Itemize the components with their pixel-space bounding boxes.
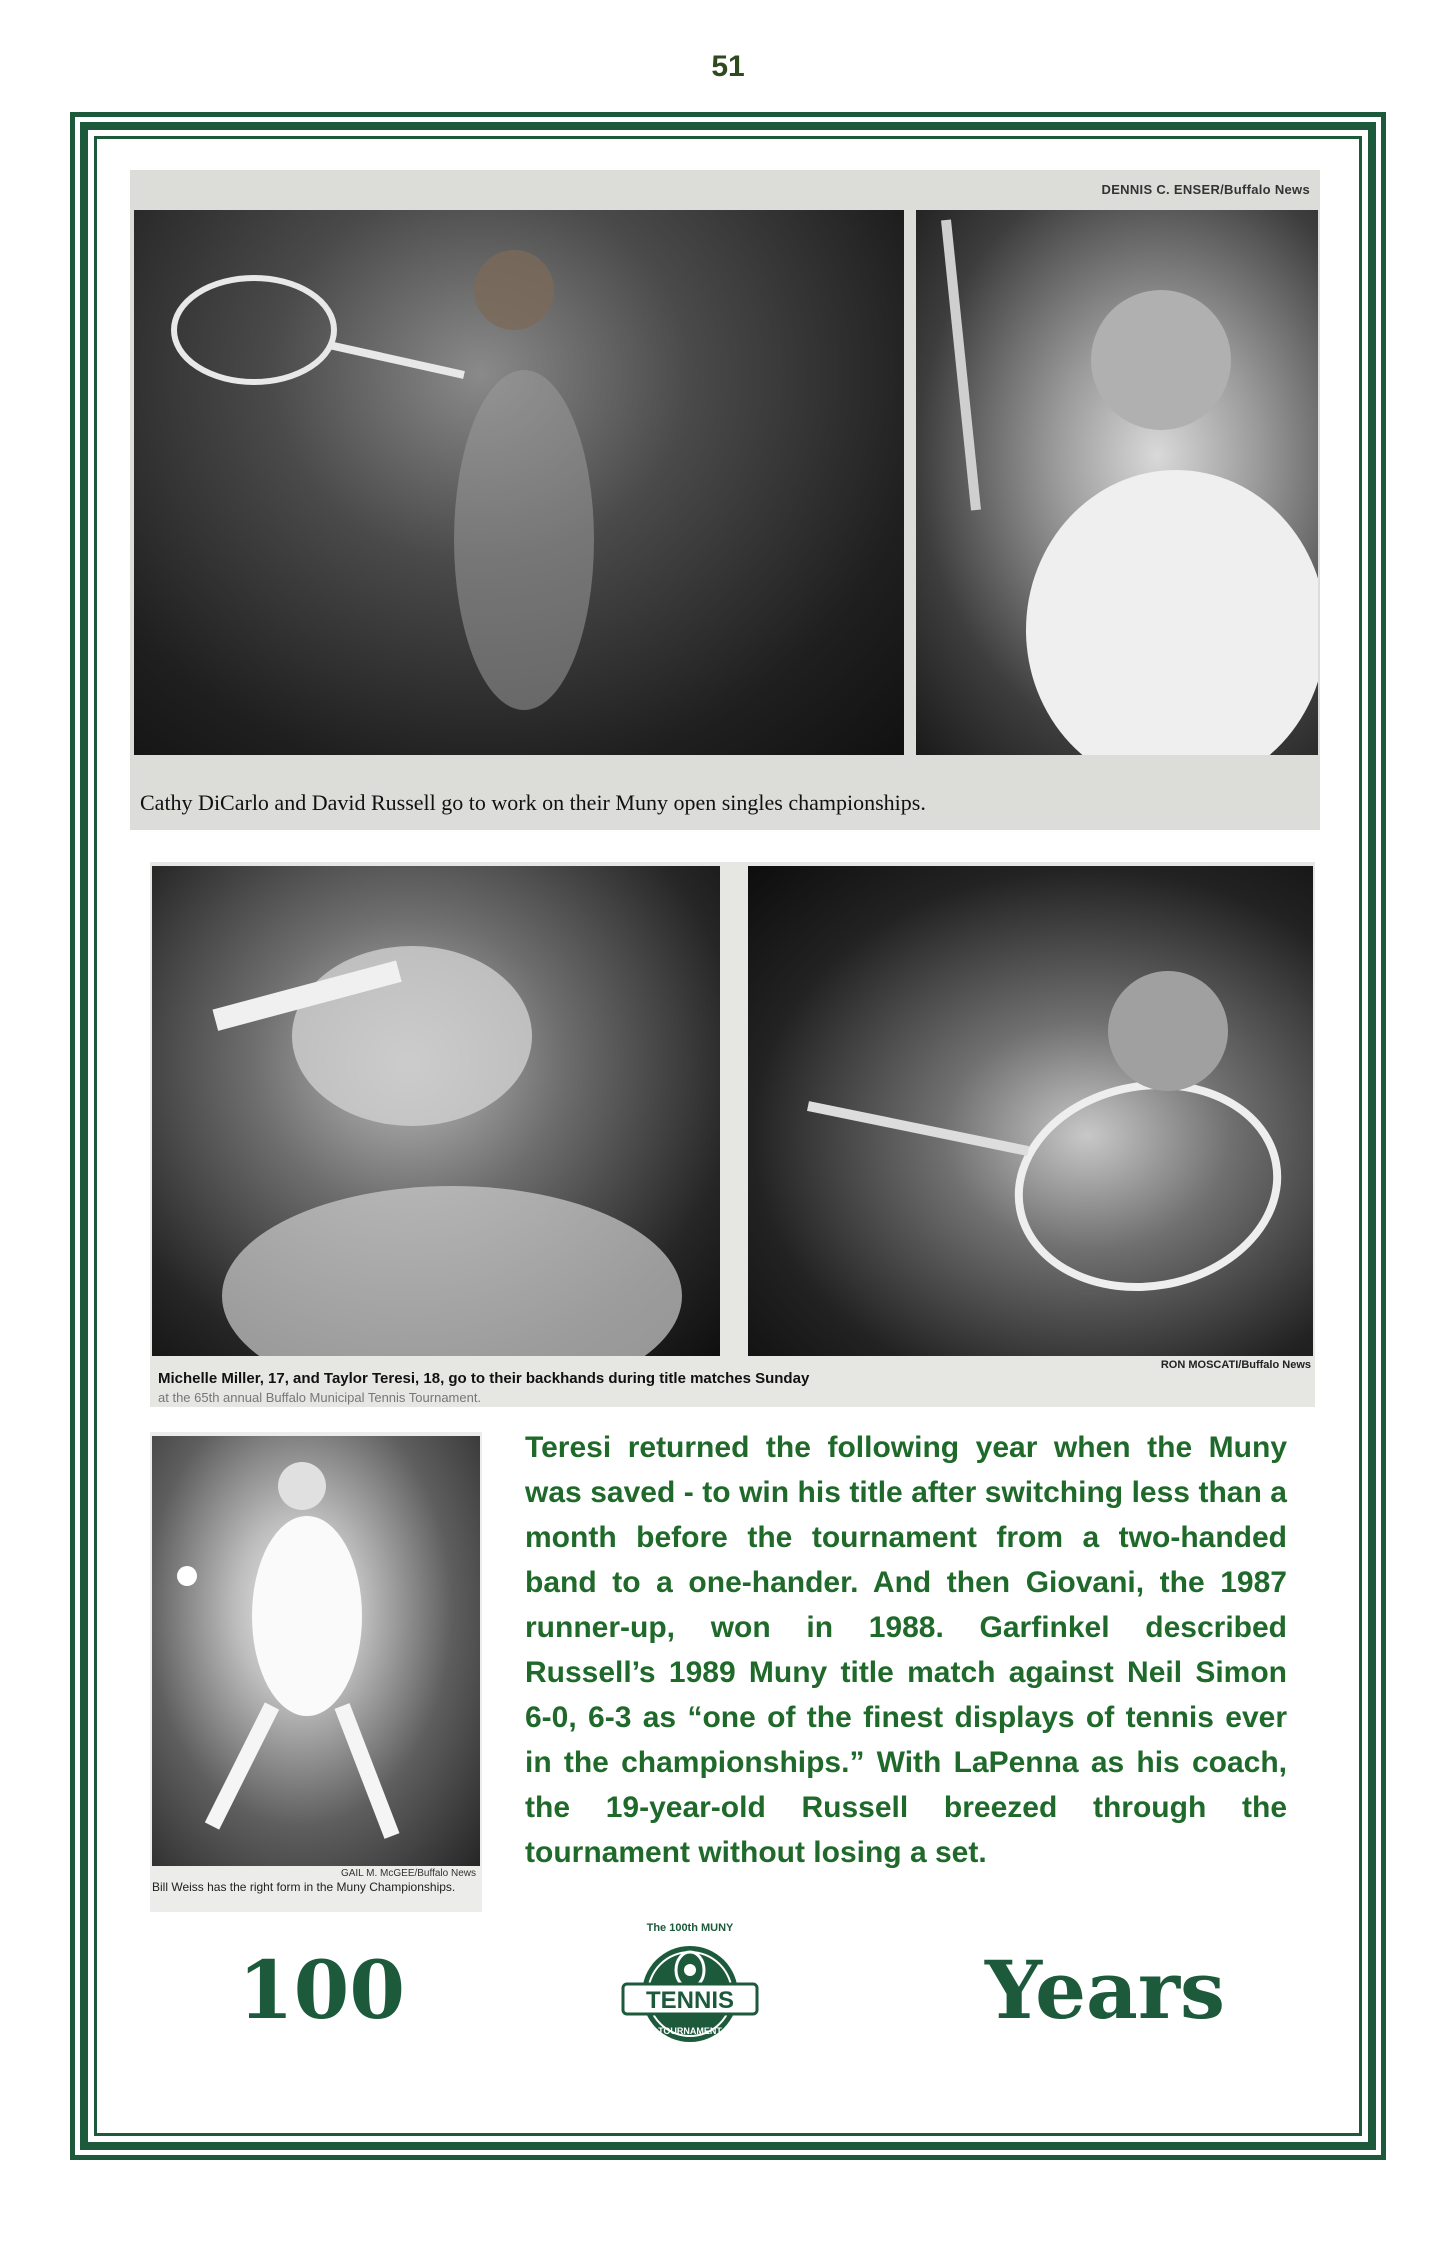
page-number: 51 xyxy=(711,50,745,83)
photo-caption-top: Cathy DiCarlo and David Russell go to work on their Muny open singles championships. xyxy=(140,790,926,815)
photo-cathy-dicarlo xyxy=(134,210,904,755)
logo-bottom-text: TOURNAMENT xyxy=(658,2026,722,2036)
photo-bill-weiss xyxy=(152,1436,480,1866)
logo-top-text: The 100th MUNY xyxy=(646,1922,734,1934)
story-paragraph: Teresi returned the following year when the Muny was saved - to win his title after switching less than a month before the tournament from a two-handed band to a one-hander. And then Giovani, the 1987 runner-up, won in 1988. Garfinkel described Russell’s 1989 Muny title match against Neil Simon 6-0, 6-3 as “one of the finest displays of tennis ever in the championships.” With LaPenna as his coach, the 19-year-old Russell breezed through the tournament without losing a set. xyxy=(525,1431,1287,1869)
tennis-racket-icon xyxy=(748,866,1313,1356)
tennis-ball-rackets-icon xyxy=(615,1922,765,2050)
newspaper-clipping-middle xyxy=(150,862,1315,1407)
photo-caption-middle-continued: at the 65th annual Buffalo Municipal Tennis Tournament. xyxy=(158,1390,482,1405)
photo-caption-small: Bill Weiss has the right form in the Muny Championships. xyxy=(152,1880,456,1894)
tennis-racket-icon xyxy=(134,210,904,755)
photo-caption-middle: Michelle Miller, 17, and Taylor Teresi, 18, go to their backhands during title matches Sunday xyxy=(158,1370,810,1387)
photo-credit-small: GAIL M. McGEE/Buffalo News xyxy=(340,1868,476,1879)
photo-michelle-miller xyxy=(152,866,720,1356)
footer-left-word: 100 xyxy=(238,1943,405,2037)
footer-right-word: Years xyxy=(985,1943,1226,2037)
newspaper-clipping-top xyxy=(130,170,1320,830)
photo-david-russell xyxy=(916,210,1318,755)
photo-credit-top: DENNIS C. ENSER/Buffalo News xyxy=(1101,182,1310,197)
player-silhouette-icon xyxy=(152,1436,480,1866)
newspaper-clipping-small xyxy=(150,1432,482,1912)
tournament-logo xyxy=(615,1922,765,2050)
photo-taylor-teresi xyxy=(748,866,1313,1356)
player-silhouette-icon xyxy=(916,210,1318,755)
player-silhouette-icon xyxy=(152,866,720,1356)
photo-credit-middle: RON MOSCATI/Buffalo News xyxy=(1160,1359,1311,1371)
logo-main-text: TENNIS xyxy=(645,1987,735,2014)
